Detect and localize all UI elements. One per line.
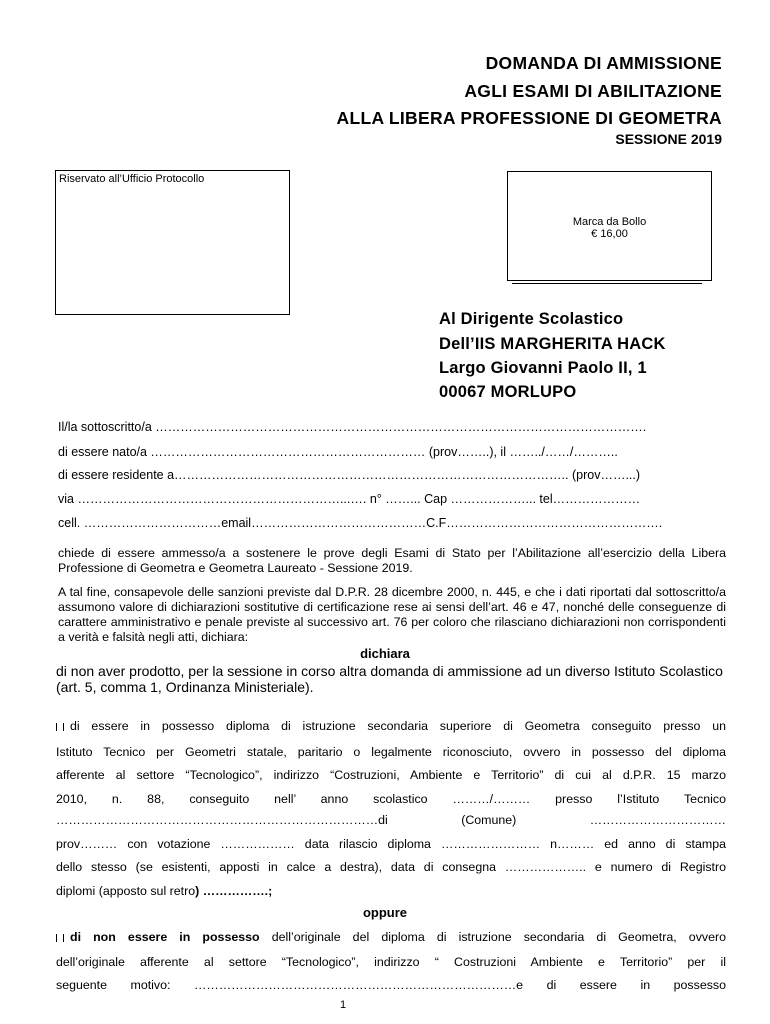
stamp-underline (512, 283, 702, 284)
not-possess-checkbox[interactable] (56, 934, 64, 942)
recipient-line-4: 00067 MORLUPO (439, 383, 577, 401)
diploma-line-2: Istituto Tecnico per Geometri statale, paritario o legalmente riconosciuto, ovvero in possesso del diploma (56, 745, 726, 759)
not-possess-line-3[interactable]: seguente motivo: ……………………………………………………………………e di essere in possesso (56, 978, 726, 992)
no-other-application: di non aver prodotto, per la sessione in corso altra domanda di ammissione ad un diverso Istituto Scolastico (art. 5, comma 1, Ordinanza Ministeriale). (56, 663, 723, 695)
stamp-amount: € 16,00 (591, 228, 628, 240)
not-possess-line-2: dell’originale afferente al settore “Tecnologico”, indirizzo “ Costruzioni Ambiente e Territorio” per il (56, 955, 726, 969)
recipient-line-2: Dell’IIS MARGHERITA HACK (439, 335, 666, 353)
field-undersigned[interactable]: Il/la sottoscritto/a ………………………………………………………………………………………………………. (58, 420, 647, 434)
diploma-line-7[interactable]: dello stesso (se esistenti, apposti in calce a destra), data di consegna ……………….. e numero di Registro (56, 860, 726, 874)
diploma-line-1: di essere in possesso diploma di istruzione secondaria superiore di Geometra conseguito presso un (56, 719, 726, 733)
title-line-1: DOMANDA DI AMMISSIONE (485, 53, 722, 73)
or-separator: oppure (362, 905, 408, 920)
not-possess-line-1: di non essere in possesso dell’originale del diploma di istruzione secondaria di Geometra, ovvero (56, 930, 726, 944)
protocol-label: Riservato all’Ufficio Protocollo (59, 173, 205, 185)
page-number: 1 (340, 999, 347, 1011)
stamp-box (507, 171, 712, 281)
diploma-line-6[interactable]: prov……… con votazione ……………… data rilascio diploma …………………… n……… ed anno di stampa (56, 837, 726, 851)
field-residence[interactable]: di essere residente a………………………………………………………………………………….. (prov……...) (58, 468, 641, 482)
diploma-line-5[interactable]: ……………………………………………………………………di (Comune) …………………………… (56, 813, 726, 827)
title-line-3: ALLA LIBERA PROFESSIONE DI GEOMETRA (336, 108, 722, 128)
field-birth[interactable]: di essere nato/a ………………………………………………………… (prov……..), il ……../……/……….. (58, 445, 618, 459)
field-address[interactable]: via ………………………………………………………...…. n° ……... Cap ………………... tel………………… (58, 492, 641, 506)
recipient-line-1: Al Dirigente Scolastico (439, 310, 624, 328)
diploma-line-3: afferente al settore “Tecnologico”, indirizzo “Costruzioni, Ambiente e Territorio” di cui al d.P.R. 15 marzo (56, 768, 726, 782)
protocol-box (55, 170, 290, 315)
request-paragraph: chiede di essere ammesso/a a sostenere le prove degli Esami di Stato per l’Abilitazione all’esercizio della Libera Professione di Geometra e Geometra Laureato - Sessione 2019. (58, 546, 726, 575)
diploma-checkbox[interactable] (56, 723, 64, 731)
diploma-line-8[interactable]: diplomi (apposto sul retro) …………….; (56, 884, 273, 898)
declares-heading: dichiara (360, 646, 410, 661)
diploma-line-4[interactable]: 2010, n. 88, conseguito nell’ anno scolastico ………/……… presso l’Istituto Tecnico (56, 792, 726, 806)
recipient-line-3: Largo Giovanni Paolo II, 1 (439, 359, 647, 377)
session-label: SESSIONE 2019 (615, 131, 722, 147)
stamp-label: Marca da Bollo (572, 216, 647, 228)
awareness-paragraph: A tal fine, consapevole delle sanzioni previste dal D.P.R. 28 dicembre 2000, n. 445, e che i dati riportati dal sottoscritto/a assumono valore di dichiarazioni sostitutive di certificazione rese ai sensi dell’art. 46 e 47, nonché delle conseguenze di carattere amministrativo e penale previste al successivo art. 76 per coloro che rilasciano dichiarazioni non corrispondenti a verità e falsità negli atti, dichiara: (58, 585, 726, 644)
title-line-2: AGLI ESAMI DI ABILITAZIONE (464, 81, 722, 101)
field-contacts[interactable]: cell. ……………………………email……………………………………C.F……………………………………………. (58, 516, 663, 530)
